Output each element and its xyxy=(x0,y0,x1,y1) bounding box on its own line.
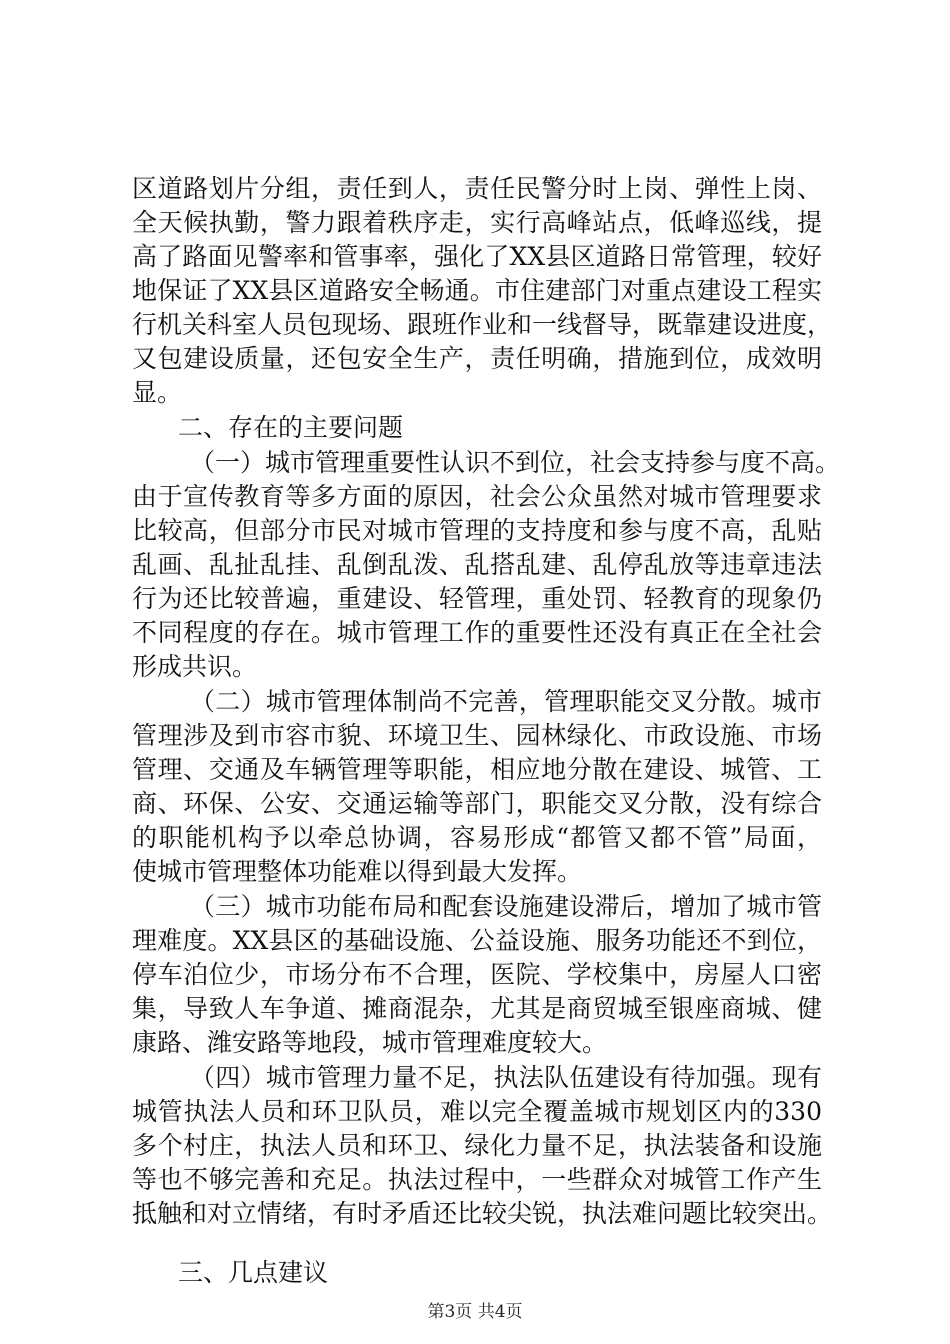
paragraph-line: 管理、交通及车辆管理等职能，相应地分散在建设、城管、工 xyxy=(132,755,822,784)
paragraph-line: 使城市管理整体功能难以得到最大发挥。 xyxy=(132,857,583,886)
paragraph-line: 区道路划片分组，责任到人，责任民警分时上岗、弹性上岗、 xyxy=(132,174,822,203)
paragraph-line: 管理涉及到市容市貌、环境卫生、园林绿化、市政设施、市场 xyxy=(132,721,822,750)
paragraph-line: （一）城市管理重要性认识不到位，社会支持参与度不高。 xyxy=(190,448,841,477)
paragraph-line: 商、环保、公安、交通运输等部门，职能交叉分散，没有综合 xyxy=(132,789,822,818)
paragraph-line: 行为还比较普遍，重建设、轻管理，重处罚、轻教育的现象仍 xyxy=(132,584,822,613)
paragraph-line: 高了路面见警率和管事率，强化了XX县区道路日常管理，较好 xyxy=(132,242,822,271)
paragraph-line: 城管执法人员和环卫队员，难以完全覆盖城市规划区内的330 xyxy=(132,1097,822,1126)
paragraph-line: 不同程度的存在。城市管理工作的重要性还没有真正在全社会 xyxy=(132,618,822,647)
paragraph-line: 全天候执勤，警力跟着秩序走，实行高峰站点，低峰巡线，提 xyxy=(132,208,822,237)
paragraph-line: 形成共识。 xyxy=(132,652,258,681)
paragraph-line: 集，导致人车争道、摊商混杂，尤其是商贸城至银座商城、健 xyxy=(132,994,822,1023)
paragraph-line: 抵触和对立情绪，有时矛盾还比较尖锐，执法难问题比较突出。 xyxy=(132,1199,833,1228)
paragraph-line: 等也不够完善和充足。执法过程中，一些群众对城管工作产生 xyxy=(132,1165,822,1194)
page-footer: 第3页 共4页 xyxy=(427,1302,523,1322)
paragraph-line: （四）城市管理力量不足，执法队伍建设有待加强。现有 xyxy=(190,1063,822,1092)
paragraph-line: 又包建设质量，还包安全生产，责任明确，措施到位，成效明 xyxy=(132,344,822,373)
paragraph-line: （二）城市管理体制尚不完善，管理职能交叉分散。城市 xyxy=(190,687,822,716)
paragraph-line: （三）城市功能布局和配套设施建设滞后，增加了城市管 xyxy=(190,892,822,921)
paragraph-line: 康路、潍安路等地段，城市管理难度较大。 xyxy=(132,1028,608,1057)
paragraph-line: 的职能机构予以牵总协调，容易形成“都管又都不管”局面， xyxy=(132,823,822,852)
paragraph-line: 行机关科室人员包现场、跟班作业和一线督导，既靠建设进度， xyxy=(132,310,833,339)
paragraph-line: 停车泊位少，市场分布不合理，医院、学校集中，房屋人口密 xyxy=(132,960,822,989)
paragraph-line: 乱画、乱扯乱挂、乱倒乱泼、乱搭乱建、乱停乱放等违章违法 xyxy=(132,550,822,579)
paragraph-line: 多个村庄，执法人员和环卫、绿化力量不足，执法装备和设施 xyxy=(132,1131,822,1160)
paragraph-line: 由于宣传教育等多方面的原因，社会公众虽然对城市管理要求 xyxy=(132,482,822,511)
paragraph-line: 比较高，但部分市民对城市管理的支持度和参与度不高，乱贴 xyxy=(132,516,822,545)
paragraph-line: 显。 xyxy=(132,378,183,407)
section-heading: 二、存在的主要问题 xyxy=(178,413,404,442)
paragraph-line: 理难度。XX县区的基础设施、公益设施、服务功能还不到位， xyxy=(132,926,822,955)
paragraph-line: 地保证了XX县区道路安全畅通。市住建部门对重点建设工程实 xyxy=(132,276,822,305)
section-heading: 三、几点建议 xyxy=(178,1258,329,1287)
